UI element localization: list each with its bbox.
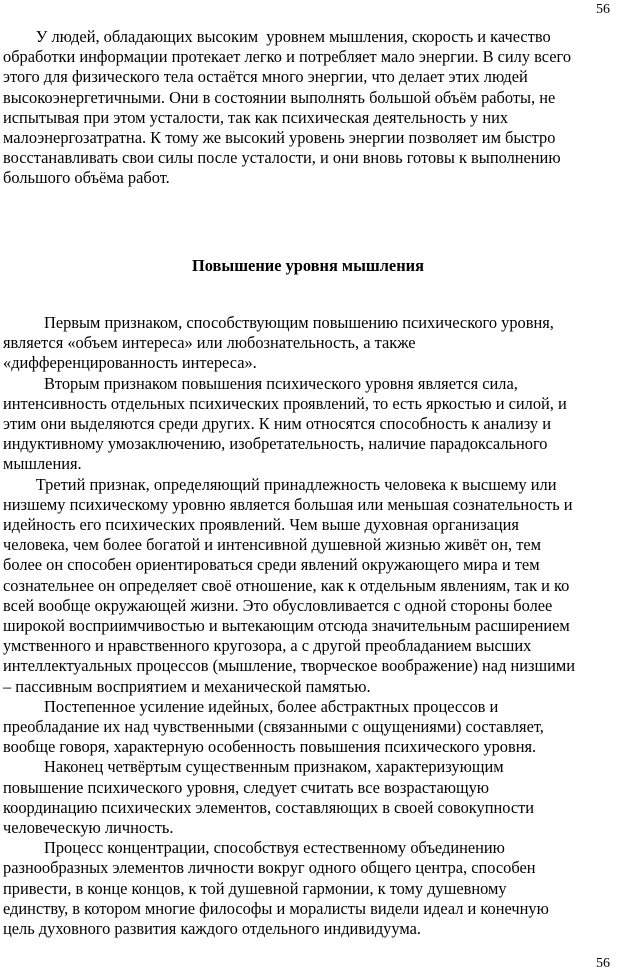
page-number-bottom: 56 xyxy=(596,956,610,971)
page-number-top: 56 xyxy=(596,2,610,17)
section-heading: Повышение уровня мышления xyxy=(192,256,424,275)
intro-paragraph: У людей, обладающих высоким уровнем мышления, скорость и качество обработки информации протекает легко и потребляет мало энергии. В силу всего этого для физического тела остаётся много энергии, что делает этих людей высокоэнергетичными. Они в состоянии выполнять большой объём работы, не испытывая при этом усталости, так как психическая деятельность у них малоэнергозатратна. К тому же высокий уровень энергии позволяет им быстро восстанавливать свои силы после усталости, и они вновь готовы к выполнению большого объёма работ. xyxy=(3,27,572,188)
section-body: Первым признаком, способствующим повышению психического уровня, является «объем интереса» или любознательность, а также «дифференцированность интереса». Вторым признаком повышения психического уровня является сила, интенсивность отдельных психических проявлений, то есть яркостью и силой, и этим они выделяются среди других. К ним относятся способность к анализу и индуктивному умозаключению, изобретательность, наличие парадоксального мышления. Третий признак, определяющий принадлежность человека к высшему или низшему психическому уровню является большая или меньшая сознательность и идейность его психических проявлений. Чем выше духовная организация человека, чем более богатой и интенсивной душевной жизнью живёт он, тем более он способен ориентироваться среди явлений окружающего мира и тем сознательнее он определяет своё отношение, как к отдельным явлениям, так и ко всей вообще окружающей жизни. Это обусловливается с одной стороны более широкой восприимчивостью и вытекающим отсюда значительным расширением умственного и нравственного кругозора, а с другой преобладанием высших интеллектуальных процессов (мышление, творческое воображение) над низшими – пассивным восприятием и механической памятью. Постепенное усиление идейных, более абстрактных процессов и преобладание их над чувственными (связанными с ощущениями) составляет, вообще говоря, характерную особенность повышения психического уровня. Наконец четвёртым существенным признаком, характеризующим повышение психического уровня, следует считать все возрастающую координацию психических элементов, составляющих в своей совокупности человеческую личность. Процесс концентрации, способствуя естественному объединению разнообразных элементов личности вокруг одного общего центра, способен привести, в конце концов, к той душевной гармонии, к тому душевному единству, в котором многие философы и моралисты видели идеал и конечную цель духовного развития каждого отдельного индивидуума. xyxy=(3,313,576,939)
